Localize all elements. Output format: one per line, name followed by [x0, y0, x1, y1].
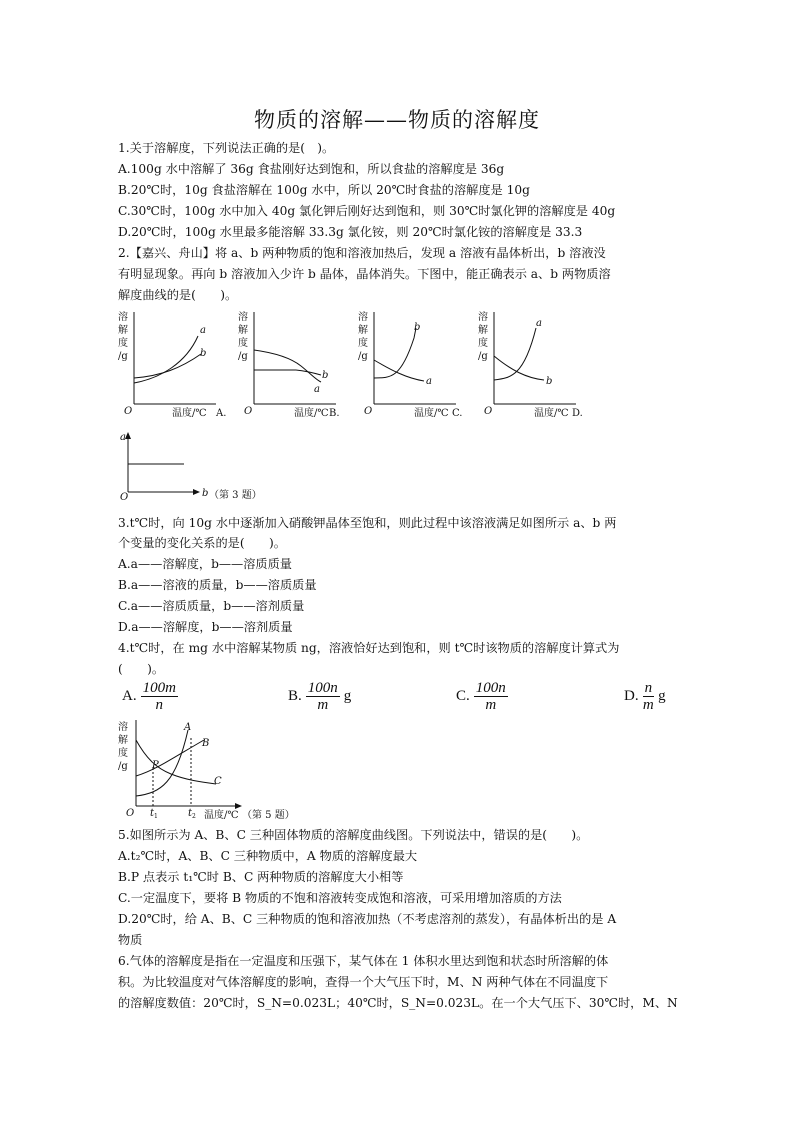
q5-option-d-cont: 物质	[118, 933, 143, 947]
graph-label: b	[322, 370, 329, 381]
graph-label: O	[484, 406, 493, 417]
graph-label: 温度/℃	[414, 408, 449, 419]
graph-label: 溶	[478, 312, 488, 323]
q1-option-b: B.20℃时，10g 食盐溶解在 100g 水中，所以 20℃时食盐的溶解度是 10g	[118, 183, 530, 197]
q3-caption: （第 3 题）	[209, 490, 262, 501]
graph-label: 度	[478, 338, 488, 349]
graph-label: 溶	[118, 722, 128, 733]
graph-label: b	[200, 348, 207, 359]
graph-label: O	[124, 406, 133, 417]
graph-axis	[193, 489, 200, 495]
q1-stem: 1.关于溶解度，下列说法正确的是( )。	[118, 141, 335, 155]
q2-graph-b	[236, 308, 356, 423]
graph-label: 度	[118, 338, 128, 349]
graph-label: b	[202, 488, 209, 499]
graph-label: O	[244, 406, 253, 417]
q1-option-a: A.100g 水中溶解了 36g 食盐刚好达到饱和，所以食盐的溶解度是 36g	[118, 162, 505, 176]
q2-graph-d	[476, 308, 596, 423]
graph-label: a	[536, 318, 542, 329]
graph-label: 解	[118, 325, 128, 336]
graph-label: 溶	[238, 312, 248, 323]
q5-option-c: C.一定温度下，要将 B 物质的不饱和溶液转变成饱和溶液，可采用增加溶质的方法	[118, 891, 562, 905]
q5-option-a: A.t₂℃时，A、B、C 三种物质中，A 物质的溶解度最大	[118, 849, 418, 863]
q6-line-1: 6.气体的溶解度是指在一定温度和压强下，某气体在 1 体积水里达到饱和状态时所溶解的体	[118, 954, 609, 968]
graph-label: P	[152, 760, 159, 771]
graph-label: a	[200, 325, 206, 336]
graph-label: 溶	[358, 312, 368, 323]
q4-option-a: A. $\frac{100m}{n}$	[122, 680, 176, 713]
graph-label: B.	[329, 408, 340, 419]
curve-b	[494, 356, 544, 380]
q2-line-3: 解度曲线的是( )。	[118, 288, 238, 302]
q3-line-2: 个变量的变化关系的是( )。	[118, 536, 286, 550]
graph-label: C.	[452, 408, 463, 419]
graph-label: D.	[572, 408, 583, 419]
q3-option-a: A.a——溶解度，b——溶质质量	[118, 557, 292, 571]
graph-label: 度	[358, 338, 368, 349]
q6-line-3: 的溶解度数值：20℃时，S_N=0.023L；40℃时，S_N=0.023L。在一个大气压下、30℃时，M、N	[118, 996, 678, 1010]
curve-a	[494, 328, 536, 380]
graph-axis	[235, 803, 242, 809]
graph-label: t	[188, 808, 193, 819]
curve-b	[374, 328, 416, 378]
curve-B	[136, 740, 204, 776]
graph-label: /g	[238, 351, 248, 362]
q5-stem: 5.如图所示为 A、B、C 三种固体物质的溶解度曲线图。下列说法中，错误的是( )。	[118, 828, 589, 842]
q5-caption: （第 5 题）	[242, 810, 295, 821]
graph-label: a	[120, 432, 126, 443]
q4-line-1: 4.t℃时，在 mg 水中溶解某物质 ng，溶液恰好达到饱和，则 t℃时该物质的溶解度计算式为	[118, 641, 620, 655]
graph-label: 度	[238, 338, 248, 349]
graph-label: /g	[118, 351, 128, 362]
q4-option-b: B. $\frac{100n}{m}$ g	[288, 680, 352, 713]
graph-label: 解	[118, 735, 128, 746]
graph-label: 度	[118, 748, 128, 759]
graph-label: A	[184, 722, 192, 733]
q2-line-1: 2.【嘉兴、舟山】将 a、b 两种物质的饱和溶液加热后，发现 a 溶液有晶体析出，b 溶液没	[118, 246, 606, 260]
q6-line-2: 积。为比较温度对气体溶解度的影响，查得一个大气压下时，M、N 两种气体在不同温度下	[118, 975, 609, 989]
q3-option-b: B.a——溶液的质量，b——溶质质量	[118, 578, 317, 592]
q3-graph	[116, 430, 286, 508]
q2-graph-a	[116, 308, 236, 423]
graph-label: b	[414, 322, 421, 333]
graph-label: 1	[154, 813, 158, 820]
graph-label: O	[364, 406, 373, 417]
curve-a	[254, 350, 321, 382]
q5-option-b: B.P 点表示 t₁℃时 B、C 两种物质的溶解度大小相等	[118, 870, 404, 884]
graph-label: B	[202, 738, 210, 749]
q2-graph-c	[356, 308, 476, 423]
graph-label: a	[314, 384, 320, 395]
y-label: 溶	[118, 312, 128, 323]
graph-label: A.	[216, 408, 227, 419]
graph-label: t	[150, 808, 155, 819]
curve-A	[136, 730, 188, 796]
graph-label: 温度/℃	[294, 408, 329, 419]
graph-label: 温度/℃	[204, 810, 239, 821]
q2-line-2: 有明显现象。再向 b 溶液加入少许 b 晶体，晶体消失。下图中，能正确表示 a、b 两物质溶	[118, 267, 611, 281]
graph-label: b	[546, 376, 553, 387]
q3-line-1: 3.t℃时，向 10g 水中逐渐加入硝酸钾晶体至饱和，则此过程中该溶液满足如图所示 a、b 两	[118, 516, 617, 530]
q4-option-c: C. $\frac{100n}{m}$	[456, 680, 506, 713]
graph-label: 温度/℃	[172, 408, 207, 419]
graph-label: /g	[478, 351, 488, 362]
q1-option-d: D.20℃时，100g 水里最多能溶解 33.3g 氯化铵，则 20℃时氯化铵的溶解度是 33.3	[118, 225, 583, 239]
graph-label: O	[126, 808, 135, 819]
graph-label: /g	[118, 761, 128, 772]
graph-label: O	[120, 492, 129, 503]
graph-label: C	[214, 776, 222, 787]
curve-a	[134, 336, 198, 383]
graph-label: 解	[358, 325, 368, 336]
graph-label: a	[426, 376, 432, 387]
q1-option-c: C.30℃时，100g 水中加入 40g 氯化钾后刚好达到饱和，则 30℃时氯化钾的溶解度是 40g	[118, 204, 616, 218]
curve-b	[134, 354, 201, 378]
graph-label: 解	[238, 325, 248, 336]
q3-option-c: C.a——溶质质量，b——溶剂质量	[118, 599, 305, 613]
q5-graph	[116, 718, 316, 824]
graph-label: 温度/℃	[534, 408, 569, 419]
graph-label: 2	[192, 813, 196, 820]
graph-label: /g	[358, 351, 368, 362]
q3-option-d: D.a——溶解度，b——溶剂质量	[118, 620, 293, 634]
graph-label: 解	[478, 325, 488, 336]
q4-option-d: D. $\frac{n}{m}$ g	[624, 680, 666, 713]
q4-line-2: ( )。	[118, 662, 165, 676]
q5-option-d: D.20℃时，给 A、B、C 三种物质的饱和溶液加热（不考虑溶剂的蒸发），有晶体析出的是 A	[118, 912, 617, 926]
page-title: 物质的溶解——物质的溶解度	[254, 108, 540, 132]
